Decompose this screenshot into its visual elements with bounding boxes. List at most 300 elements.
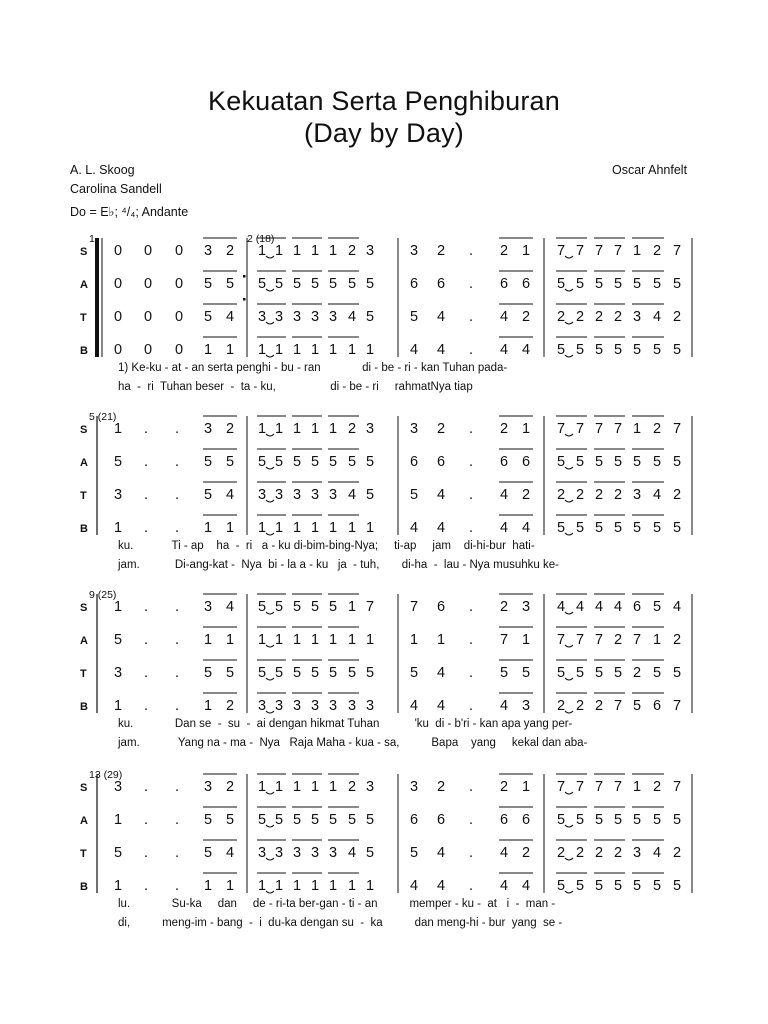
tie-slur (266, 289, 274, 291)
tie-slur (565, 434, 573, 436)
note: 2 (673, 487, 682, 503)
tie-slur (266, 500, 274, 502)
note: 5 (595, 665, 604, 681)
note: 1 (329, 342, 338, 358)
note: 4 (437, 665, 446, 681)
note: 7 (576, 421, 585, 437)
note: 0 (114, 243, 123, 259)
note: 5 (258, 665, 267, 681)
note: 2 (576, 309, 585, 325)
note: 1 (410, 632, 419, 648)
note: 2 (557, 487, 566, 503)
note: 1 (114, 421, 123, 437)
note: 3 (293, 845, 302, 861)
note: 1 (258, 421, 267, 437)
note: 5 (633, 878, 642, 894)
note: 1 (329, 243, 338, 259)
note: 6 (500, 454, 509, 470)
note: 1 (275, 779, 284, 795)
lyric-line: di, meng-im - bang - i du-ka dengan su - ka dan meng-hi - bur yang se - (118, 917, 563, 929)
note: 1 (366, 632, 375, 648)
measure-number: 1 (89, 233, 95, 245)
note: 6 (500, 812, 509, 828)
note: 5 (614, 342, 623, 358)
note: 2 (653, 243, 662, 259)
note: 6 (522, 812, 531, 828)
tie-slur (266, 891, 274, 893)
note: 4 (500, 520, 509, 536)
note: 3 (329, 487, 338, 503)
key-signature: Do = E♭; ⁴/₄; Andante (70, 205, 189, 219)
note: 1 (204, 342, 213, 358)
note: . (469, 276, 474, 292)
note: 6 (437, 599, 446, 615)
note: 1 (348, 520, 357, 536)
note: 5 (595, 812, 604, 828)
note: 5 (633, 520, 642, 536)
note: . (175, 599, 180, 615)
note: 2 (500, 779, 509, 795)
note: 1 (275, 243, 284, 259)
repeat-dot (243, 275, 246, 278)
tie-slur (565, 792, 573, 794)
note: 4 (614, 599, 623, 615)
part-label: A (80, 635, 88, 647)
note: 5 (633, 698, 642, 714)
note: 2 (437, 779, 446, 795)
note: 3 (633, 309, 642, 325)
lyric-line: jam. Di-ang-kat - Nya bi - la a - ku ja - tuh, di-ha - lau - Nya musuhku ke- (118, 559, 559, 571)
tie-slur (266, 825, 274, 827)
note: 1 (348, 632, 357, 648)
note: 4 (437, 520, 446, 536)
note: . (175, 779, 180, 795)
note: 5 (204, 845, 213, 861)
note: 1 (329, 520, 338, 536)
part-label: A (80, 815, 88, 827)
note: 1 (366, 878, 375, 894)
lyric-line: ha - ri Tuhan beser - ta - ku, di - be - ri rahmatNya tiap (118, 381, 473, 393)
note: 3 (366, 421, 375, 437)
note: 3 (258, 487, 267, 503)
note: 1 (311, 878, 320, 894)
tie-slur (565, 891, 573, 893)
tie-slur (266, 678, 274, 680)
note: 6 (653, 698, 662, 714)
note: 0 (114, 309, 123, 325)
lyric-line: 1) Ke-ku - at - an serta penghi - bu - ran di - be - ri - kan Tuhan pada- (118, 362, 508, 374)
note: 5 (673, 454, 682, 470)
note: 2 (595, 487, 604, 503)
note: . (175, 454, 180, 470)
note: 5 (653, 276, 662, 292)
note: 3 (311, 845, 320, 861)
note: 2 (576, 845, 585, 861)
note: 3 (258, 845, 267, 861)
note: 3 (258, 698, 267, 714)
note: 5 (410, 487, 419, 503)
note: 0 (175, 309, 184, 325)
note: 4 (500, 878, 509, 894)
note: 0 (144, 243, 153, 259)
note: 2 (500, 243, 509, 259)
note: 1 (275, 520, 284, 536)
note: 1 (226, 878, 235, 894)
note: 5 (576, 520, 585, 536)
note: 5 (258, 812, 267, 828)
measure-number: 2 (18) (247, 233, 275, 245)
note: . (144, 698, 149, 714)
note: 3 (410, 779, 419, 795)
note: . (469, 421, 474, 437)
note: 5 (410, 845, 419, 861)
note: 3 (204, 779, 213, 795)
note: 1 (293, 421, 302, 437)
note: 1 (293, 779, 302, 795)
note: 2 (595, 698, 604, 714)
note: 7 (673, 779, 682, 795)
note: 7 (500, 632, 509, 648)
note: . (144, 665, 149, 681)
note: 2 (348, 779, 357, 795)
note: 6 (437, 812, 446, 828)
note: 6 (633, 599, 642, 615)
note: 4 (437, 845, 446, 861)
note: . (175, 487, 180, 503)
note: 3 (204, 421, 213, 437)
note: . (469, 632, 474, 648)
note: 5 (114, 454, 123, 470)
note: 5 (275, 665, 284, 681)
note: 5 (329, 276, 338, 292)
note: 3 (329, 845, 338, 861)
measure-number: 9 (25) (89, 589, 117, 601)
note: . (144, 878, 149, 894)
note: 1 (275, 878, 284, 894)
note: 5 (576, 665, 585, 681)
note: 5 (348, 665, 357, 681)
tie-slur (266, 434, 274, 436)
tie-slur (565, 678, 573, 680)
note: 4 (437, 487, 446, 503)
note: . (469, 698, 474, 714)
note: 5 (633, 276, 642, 292)
note: 1 (258, 632, 267, 648)
note: 6 (522, 276, 531, 292)
note: 3 (348, 698, 357, 714)
note: 7 (633, 632, 642, 648)
note: 1 (311, 632, 320, 648)
note: 2 (614, 845, 623, 861)
note: 7 (595, 779, 604, 795)
note: 4 (226, 309, 235, 325)
note: 5 (673, 812, 682, 828)
tie-slur (266, 355, 274, 357)
note: 2 (576, 698, 585, 714)
note: 4 (226, 599, 235, 615)
note: 6 (410, 812, 419, 828)
note: 3 (275, 309, 284, 325)
note: 2 (557, 309, 566, 325)
note: 4 (653, 309, 662, 325)
note: 5 (226, 665, 235, 681)
note: 1 (633, 243, 642, 259)
note: 7 (673, 421, 682, 437)
note: 5 (576, 342, 585, 358)
composer-left-1: A. L. Skoog (70, 163, 135, 177)
note: 5 (673, 276, 682, 292)
note: 5 (275, 599, 284, 615)
note: 1 (311, 342, 320, 358)
note: 5 (226, 276, 235, 292)
note: 5 (500, 665, 509, 681)
note: 1 (311, 421, 320, 437)
note: 5 (204, 665, 213, 681)
tie-slur (565, 355, 573, 357)
note: 1 (258, 342, 267, 358)
note: 2 (653, 421, 662, 437)
tie-slur (565, 612, 573, 614)
note: 5 (673, 342, 682, 358)
note: 1 (293, 632, 302, 648)
note: . (144, 599, 149, 615)
note: 5 (293, 599, 302, 615)
note: . (175, 632, 180, 648)
note: 2 (673, 309, 682, 325)
tie-slur (565, 500, 573, 502)
note: 1 (258, 878, 267, 894)
note: 0 (114, 276, 123, 292)
part-label: B (80, 523, 88, 535)
note: 1 (311, 520, 320, 536)
note: 1 (204, 698, 213, 714)
note: 3 (293, 698, 302, 714)
lyric-line: ku. Dan se - su - ai dengan hikmat Tuhan 'ku di - b'ri - kan apa yang per- (118, 718, 573, 730)
note: 1 (522, 421, 531, 437)
note: 7 (595, 421, 604, 437)
note: 7 (557, 632, 566, 648)
note: 7 (576, 632, 585, 648)
note: 5 (275, 812, 284, 828)
note: 5 (366, 845, 375, 861)
note: . (144, 520, 149, 536)
note: . (144, 845, 149, 861)
note: . (144, 632, 149, 648)
note: 5 (653, 599, 662, 615)
note: 2 (226, 243, 235, 259)
note: 1 (329, 779, 338, 795)
part-label: A (80, 279, 88, 291)
note: 2 (595, 309, 604, 325)
note: 5 (258, 276, 267, 292)
note: 5 (275, 276, 284, 292)
note: 1 (348, 599, 357, 615)
note: 1 (275, 421, 284, 437)
note: 6 (410, 454, 419, 470)
note: 4 (410, 342, 419, 358)
note: 5 (595, 342, 604, 358)
note: 1 (522, 632, 531, 648)
note: 1 (437, 632, 446, 648)
note: 2 (522, 487, 531, 503)
note: 4 (410, 698, 419, 714)
lyric-line: lu. Su-ka dan de - ri-ta ber-gan - ti - an memper - ku - at i - man - (118, 898, 556, 910)
note: 5 (204, 812, 213, 828)
note: 4 (348, 487, 357, 503)
note: 5 (204, 454, 213, 470)
note: 7 (614, 243, 623, 259)
note: 5 (114, 632, 123, 648)
note: 7 (595, 243, 604, 259)
tie-slur (266, 256, 274, 258)
note: 5 (557, 812, 566, 828)
note: 4 (348, 845, 357, 861)
note: 1 (633, 421, 642, 437)
note: 7 (557, 243, 566, 259)
note: 4 (410, 520, 419, 536)
note: 3 (633, 487, 642, 503)
note: 3 (410, 421, 419, 437)
note: 2 (500, 599, 509, 615)
note: 5 (673, 665, 682, 681)
note: 5 (366, 276, 375, 292)
note: . (469, 665, 474, 681)
note: 1 (633, 779, 642, 795)
note: 1 (114, 599, 123, 615)
note: 0 (175, 276, 184, 292)
part-label: S (80, 424, 88, 436)
note: 3 (366, 243, 375, 259)
note: 5 (557, 520, 566, 536)
note: 2 (522, 845, 531, 861)
note: 3 (293, 309, 302, 325)
note: 1 (114, 878, 123, 894)
note: 2 (348, 421, 357, 437)
note: 4 (500, 698, 509, 714)
note: 5 (614, 665, 623, 681)
note: 1 (293, 520, 302, 536)
note: 1 (329, 421, 338, 437)
note: 1 (114, 520, 123, 536)
note: 5 (226, 454, 235, 470)
tie-slur (266, 645, 274, 647)
note: 1 (226, 342, 235, 358)
note: . (469, 812, 474, 828)
note: . (469, 243, 474, 259)
note: 7 (673, 698, 682, 714)
note: 5 (614, 520, 623, 536)
note: 5 (653, 520, 662, 536)
note: . (175, 520, 180, 536)
measure-number: 13 (29) (89, 769, 123, 781)
note: 5 (653, 878, 662, 894)
note: 5 (614, 276, 623, 292)
note: 1 (348, 342, 357, 358)
note: 0 (144, 342, 153, 358)
note: 1 (204, 878, 213, 894)
note: 4 (437, 309, 446, 325)
note: 5 (595, 454, 604, 470)
note: 5 (293, 665, 302, 681)
note: 1 (114, 812, 123, 828)
note: . (469, 779, 474, 795)
song-subtitle: (Day by Day) (304, 118, 464, 148)
note: 5 (673, 878, 682, 894)
note: 2 (673, 632, 682, 648)
note: 1 (522, 779, 531, 795)
note: 5 (329, 665, 338, 681)
note: 4 (437, 698, 446, 714)
note: 3 (275, 487, 284, 503)
note: 5 (633, 454, 642, 470)
note: 5 (348, 812, 357, 828)
note: 5 (275, 454, 284, 470)
note: 1 (258, 779, 267, 795)
part-label: S (80, 602, 88, 614)
note: 1 (293, 342, 302, 358)
tie-slur (565, 322, 573, 324)
part-label: T (80, 312, 87, 324)
note: 5 (311, 599, 320, 615)
note: 5 (329, 812, 338, 828)
note: 4 (522, 520, 531, 536)
note: . (469, 599, 474, 615)
note: 1 (258, 243, 267, 259)
note: 1 (293, 243, 302, 259)
note: 1 (653, 632, 662, 648)
part-label: S (80, 246, 88, 258)
note: 5 (614, 812, 623, 828)
note: 3 (114, 487, 123, 503)
note: 5 (366, 665, 375, 681)
note: 5 (576, 276, 585, 292)
note: 4 (437, 342, 446, 358)
note: 5 (576, 454, 585, 470)
note: 6 (410, 276, 419, 292)
note: 2 (633, 665, 642, 681)
note: 4 (226, 487, 235, 503)
note: 3 (204, 243, 213, 259)
note: 6 (500, 276, 509, 292)
note: 2 (673, 845, 682, 861)
note: 5 (293, 276, 302, 292)
part-label: T (80, 668, 87, 680)
note: 5 (557, 665, 566, 681)
note: 5 (595, 520, 604, 536)
note: 2 (614, 632, 623, 648)
note: 5 (114, 845, 123, 861)
note: 5 (226, 812, 235, 828)
note: 2 (614, 487, 623, 503)
note: 2 (557, 845, 566, 861)
note: 5 (576, 812, 585, 828)
note: 2 (226, 421, 235, 437)
tie-slur (565, 467, 573, 469)
note: 5 (557, 276, 566, 292)
note: 5 (258, 454, 267, 470)
note: 2 (500, 421, 509, 437)
note: 5 (614, 454, 623, 470)
note: . (469, 520, 474, 536)
note: 5 (410, 309, 419, 325)
note: 3 (258, 309, 267, 325)
note: 5 (204, 487, 213, 503)
note: 7 (557, 779, 566, 795)
note: 3 (366, 779, 375, 795)
note: 3 (311, 487, 320, 503)
note: 7 (614, 698, 623, 714)
lyric-line: ku. Ti - ap ha - ri a - ku di-bim-bing-Nya; ti-ap jam di-hi-bur hati- (118, 540, 535, 552)
